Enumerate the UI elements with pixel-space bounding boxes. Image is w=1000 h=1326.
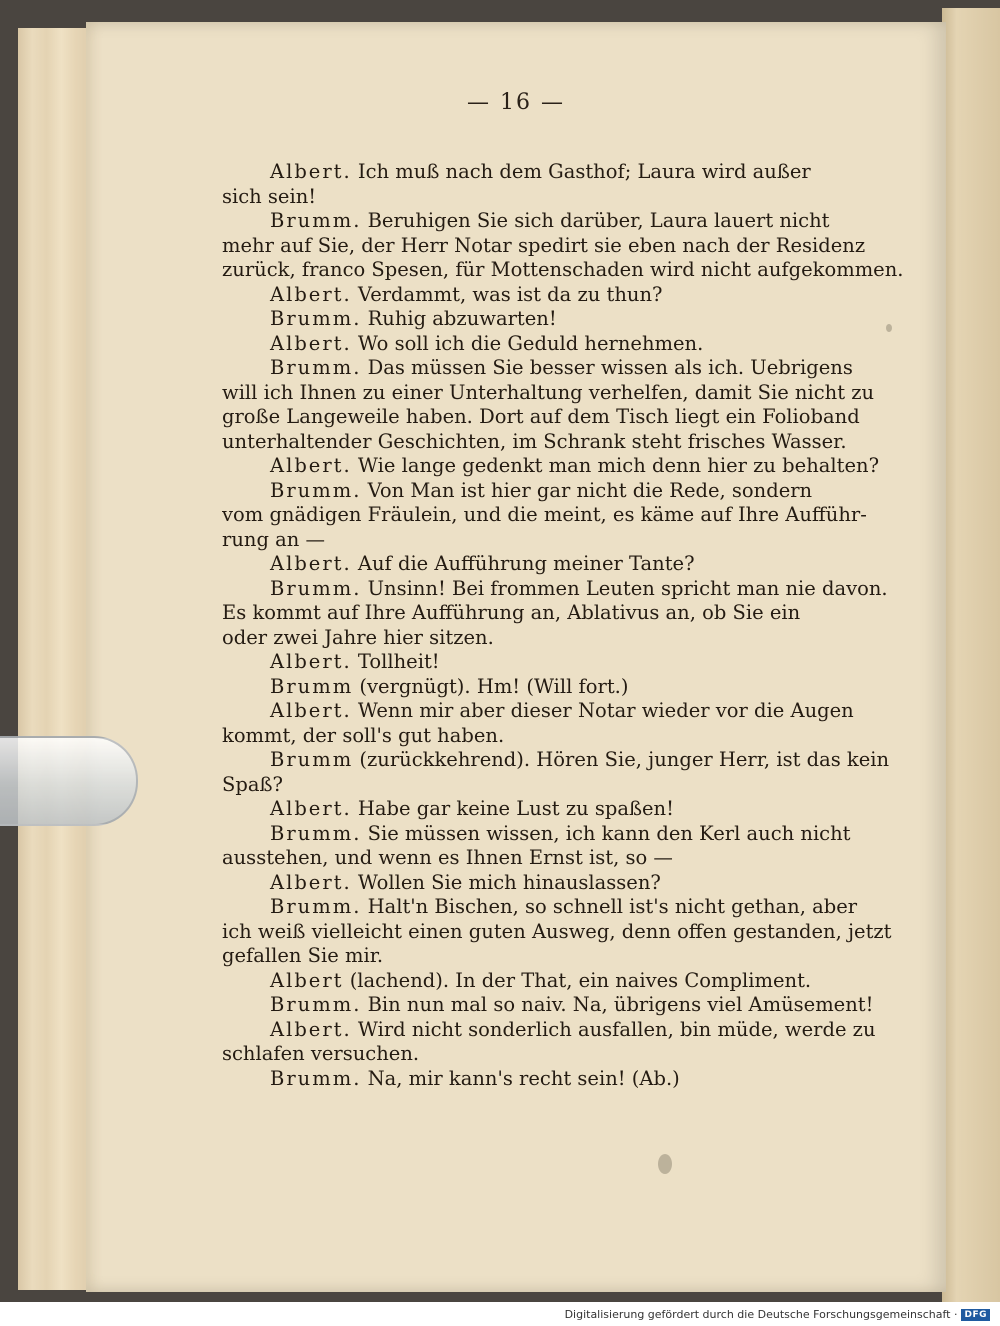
speaker-name: Albert. bbox=[270, 160, 352, 183]
speaker-name: Albert. bbox=[270, 282, 352, 306]
line-text: kommt, der soll's gut haben. bbox=[222, 723, 505, 747]
text-line bbox=[222, 503, 1000, 528]
speaker-name: Brumm. bbox=[270, 576, 362, 600]
line-text: Tollheit! bbox=[357, 650, 440, 673]
footer-text: Digitalisierung gefördert durch die Deutsche Forschungsgemeinschaft · bbox=[564, 1308, 958, 1321]
line-text: Verdammt, was ist da zu thun? bbox=[357, 282, 663, 306]
text-line bbox=[222, 699, 1000, 724]
text-line bbox=[222, 748, 1000, 773]
line-text: Halt'n Bischen, so schnell ist's nicht gethan, aber bbox=[367, 895, 858, 918]
text-line bbox=[222, 356, 1000, 381]
text-line bbox=[222, 1067, 1000, 1092]
text-line bbox=[222, 479, 1000, 504]
line-text: Bin nun mal so naiv. Na, übrigens viel Amüsement! bbox=[367, 993, 874, 1016]
line-text: Unsinn! Bei frommen Leuten spricht man nie davon. bbox=[367, 576, 888, 600]
line-text: ich weiß vielleicht einen guten Ausweg, denn offen gestanden, jetzt bbox=[222, 919, 892, 943]
text-line bbox=[222, 1018, 1000, 1043]
line-text: Das müssen Sie besser wissen als ich. Uebrigens bbox=[367, 356, 853, 379]
speaker-name: Albert. bbox=[270, 797, 352, 820]
text-line bbox=[222, 724, 1000, 749]
speaker-name: Brumm. bbox=[270, 1066, 362, 1090]
dfg-logo: DFG bbox=[961, 1309, 990, 1321]
line-text: mehr auf Sie, der Herr Notar spedirt sie eben nach der Residenz bbox=[222, 233, 866, 257]
play-text bbox=[222, 160, 1000, 1091]
line-text: Spaß? bbox=[222, 772, 283, 796]
text-line bbox=[222, 773, 1000, 798]
speaker-name: Albert. bbox=[270, 699, 352, 722]
line-text: Wird nicht sonderlich ausfallen, bin müde, werde zu bbox=[357, 1017, 876, 1041]
text-line bbox=[222, 552, 1000, 577]
text-line bbox=[222, 1042, 1000, 1067]
line-text: (vergnügt). Hm! (Will fort.) bbox=[359, 674, 629, 698]
speaker-name: Brumm bbox=[270, 674, 354, 698]
text-line bbox=[222, 430, 1000, 455]
line-text: schlafen versuchen. bbox=[222, 1042, 420, 1065]
line-text: Habe gar keine Lust zu spaßen! bbox=[357, 797, 674, 820]
line-text: zurück, franco Spesen, für Mottenschaden wird nicht aufgekommen. bbox=[222, 258, 904, 281]
text-line bbox=[222, 405, 1000, 430]
text-line bbox=[222, 528, 1000, 553]
line-text: Es kommt auf Ihre Aufführung an, Ablativus an, ob Sie ein bbox=[222, 601, 801, 624]
text-line bbox=[222, 675, 1000, 700]
book-page bbox=[86, 22, 946, 1292]
text-line bbox=[222, 307, 1000, 332]
line-text: Wo soll ich die Geduld hernehmen. bbox=[357, 331, 704, 355]
line-text: Auf die Aufführung meiner Tante? bbox=[357, 552, 695, 575]
line-text: Ruhig abzuwarten! bbox=[367, 307, 557, 330]
line-text: Beruhigen Sie sich darüber, Laura lauert nicht bbox=[367, 209, 830, 232]
line-text: große Langeweile haben. Dort auf dem Tisch liegt ein Folioband bbox=[222, 405, 860, 428]
text-line bbox=[222, 160, 1000, 185]
line-text: (lachend). In der That, ein naives Compliment. bbox=[349, 968, 812, 992]
line-text: gefallen Sie mir. bbox=[222, 944, 384, 967]
page-number: — 16 — bbox=[467, 90, 565, 115]
page-stack-left bbox=[18, 28, 91, 1290]
bookmark-clip bbox=[0, 736, 138, 826]
line-text: sich sein! bbox=[222, 184, 317, 208]
text-line bbox=[222, 871, 1000, 896]
speaker-name: Albert. bbox=[270, 331, 352, 355]
line-text: Ich muß nach dem Gasthof; Laura wird außer bbox=[357, 160, 811, 183]
footer-credit bbox=[565, 1308, 990, 1321]
text-line bbox=[222, 234, 1000, 259]
line-text: ausstehen, und wenn es Ihnen Ernst ist, so — bbox=[222, 846, 673, 869]
page-stain bbox=[658, 1154, 672, 1174]
line-text: unterhaltender Geschichten, im Schrank steht frisches Wasser. bbox=[222, 429, 847, 453]
text-line bbox=[222, 944, 1000, 969]
speaker-name: Albert. bbox=[270, 650, 352, 673]
text-line bbox=[222, 797, 1000, 822]
speaker-name: Albert. bbox=[270, 870, 352, 894]
speaker-name: Brumm. bbox=[270, 209, 362, 232]
speaker-name: Brumm. bbox=[270, 993, 362, 1016]
text-line bbox=[222, 185, 1000, 210]
text-line bbox=[222, 332, 1000, 357]
line-text: Von Man ist hier gar nicht die Rede, sondern bbox=[367, 478, 813, 502]
line-text: will ich Ihnen zu einer Unterhaltung verhelfen, damit Sie nicht zu bbox=[222, 380, 875, 404]
text-line bbox=[222, 577, 1000, 602]
line-text: Wie lange gedenkt man mich denn hier zu behalten? bbox=[357, 454, 880, 477]
text-line bbox=[222, 969, 1000, 994]
line-text: vom gnädigen Fräulein, und die meint, es käme auf Ihre Aufführ- bbox=[222, 503, 867, 526]
text-line bbox=[222, 258, 1000, 283]
text-line bbox=[222, 454, 1000, 479]
speaker-name: Albert. bbox=[270, 454, 352, 477]
speaker-name: Albert bbox=[270, 968, 344, 992]
speaker-name: Albert. bbox=[270, 552, 352, 575]
speaker-name: Brumm. bbox=[270, 478, 362, 502]
speaker-name: Brumm. bbox=[270, 895, 362, 918]
text-line bbox=[222, 846, 1000, 871]
text-line bbox=[222, 381, 1000, 406]
text-line bbox=[222, 920, 1000, 945]
speaker-name: Brumm. bbox=[270, 356, 362, 379]
speaker-name: Albert. bbox=[270, 1017, 352, 1041]
text-line bbox=[222, 283, 1000, 308]
line-text: Wollen Sie mich hinauslassen? bbox=[357, 870, 661, 894]
speaker-name: Brumm. bbox=[270, 821, 362, 845]
speaker-name: Brumm. bbox=[270, 307, 362, 330]
text-line bbox=[222, 650, 1000, 675]
line-text: Sie müssen wissen, ich kann den Kerl auch nicht bbox=[367, 821, 851, 845]
text-line bbox=[222, 626, 1000, 651]
line-text: oder zwei Jahre hier sitzen. bbox=[222, 625, 494, 649]
line-text: rung an — bbox=[222, 527, 326, 551]
line-text: Wenn mir aber dieser Notar wieder vor die Augen bbox=[357, 699, 854, 722]
text-line bbox=[222, 895, 1000, 920]
line-text: Na, mir kann's recht sein! (Ab.) bbox=[367, 1066, 680, 1090]
text-line bbox=[222, 822, 1000, 847]
text-line bbox=[222, 209, 1000, 234]
text-line bbox=[222, 993, 1000, 1018]
line-text: (zurückkehrend). Hören Sie, junger Herr, ist das kein bbox=[359, 748, 890, 771]
speaker-name: Brumm bbox=[270, 748, 354, 771]
text-line bbox=[222, 601, 1000, 626]
